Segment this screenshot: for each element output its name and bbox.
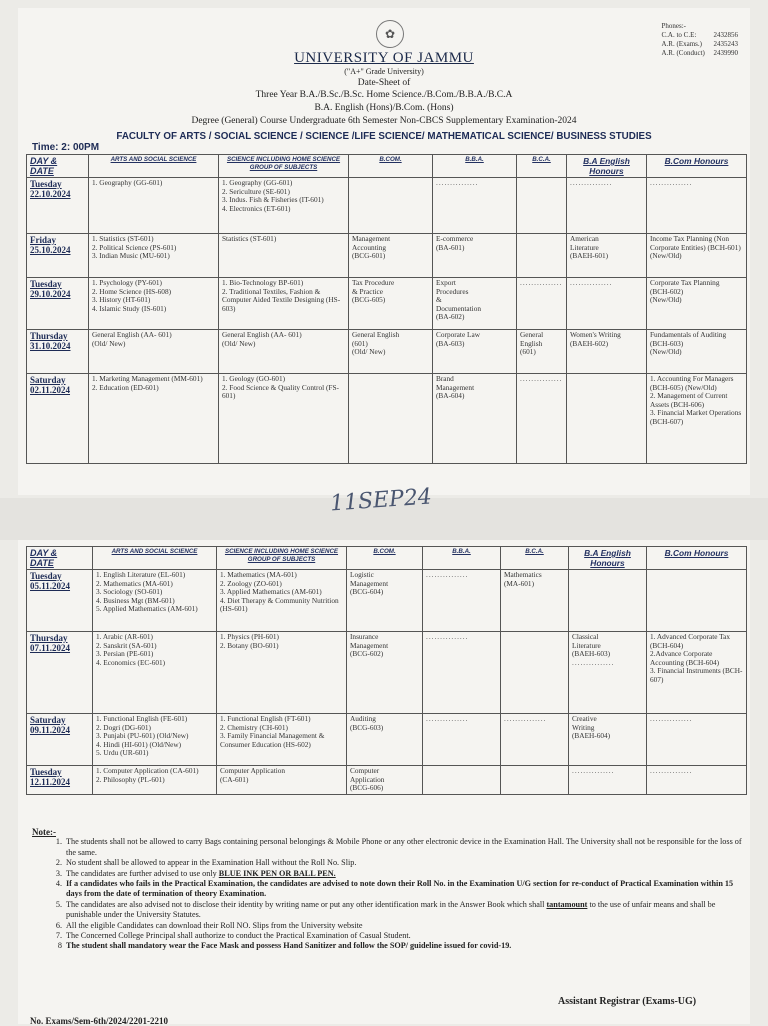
schedule-row	[27, 632, 747, 714]
university-name: UNIVERSITY OF JAMMU	[294, 50, 474, 66]
cell-line: ...............	[426, 632, 469, 641]
col-bca: B.C.A.	[501, 547, 569, 570]
cell-line: 5. Urdu (UR-601)	[96, 748, 149, 758]
cell-bcomh	[647, 714, 747, 766]
datesheet-title: Date-Sheet of	[357, 78, 411, 88]
cell-line: 1. Physics (PH-601)	[220, 632, 279, 641]
cell-line: Writing	[572, 722, 595, 732]
cell-line: Women's Writing	[570, 330, 621, 339]
cell-line: (Old/ New)	[222, 338, 256, 348]
cell-line: (MA-601)	[504, 578, 534, 588]
cell-science	[219, 278, 349, 330]
col-day-date: DAY & DATE	[27, 155, 89, 178]
cell-bca	[517, 178, 567, 234]
datesheet-page-2	[18, 540, 750, 1024]
cell-bcomh	[647, 330, 747, 374]
cell-arts	[93, 632, 217, 714]
note-item	[32, 921, 748, 931]
cell-line: 3. History (HT-601)	[92, 295, 151, 305]
cell-bcom	[347, 570, 423, 632]
cell-line: Literature	[570, 242, 599, 252]
col-bcom-honours: B.Com Honours	[647, 547, 747, 570]
col-bcom-honours: B.Com Honours	[647, 155, 747, 178]
cell-line: General	[520, 330, 544, 339]
cell-bcomh	[647, 374, 747, 464]
cell-science	[219, 178, 349, 234]
cell-arts	[93, 570, 217, 632]
day-date-cell	[27, 766, 93, 795]
cell-bca	[517, 234, 567, 278]
cell-arts	[93, 714, 217, 766]
cell-line: 5. Applied Mathematics (AM-601)	[96, 604, 198, 614]
exam-day: Friday	[30, 235, 56, 245]
schedule-row	[27, 766, 747, 795]
cell-line: (BAEH-602)	[570, 338, 609, 348]
cell-line: Management	[350, 578, 389, 588]
cell-line: &	[436, 295, 442, 305]
col-day-date: DAY & DATE	[27, 547, 93, 570]
exam-day: Tuesday	[30, 279, 62, 289]
cell-line: 3. Family Financial Management & Consumer Education (HS-602)	[220, 731, 325, 749]
cell-line: ...............	[572, 766, 615, 775]
note-item	[32, 869, 748, 879]
cell-line: 2. Chemistry (CH-601)	[220, 722, 288, 732]
cell-line: English	[520, 338, 543, 348]
note-text: The candidates are also advised not to disclose their identity by writing name or put any other identification mark in the Answer Book which shall tantamount to the use of unfair means and shall be punishable under the University Statutes.	[66, 899, 716, 920]
datesheet-table-1	[26, 154, 747, 464]
handwritten-signature-date: 11SEP24	[329, 484, 433, 517]
cell-line: 2. Home Science (HS-608)	[92, 286, 172, 296]
cell-bba	[423, 632, 501, 714]
cell-line: Computer Application	[220, 766, 286, 775]
cell-line: Management	[352, 234, 391, 243]
cell-line: 4. Business Mgt (BM-601)	[96, 595, 175, 605]
cell-bba	[433, 330, 517, 374]
cell-line: 1. Accounting For Managers (BCH-605) (New/Old)	[650, 374, 734, 392]
cell-baeng	[569, 714, 647, 766]
cell-line: American	[570, 234, 599, 243]
exam-day: Saturday	[30, 375, 66, 385]
cell-line: (New/Old)	[650, 295, 682, 305]
cell-line: Auditing	[350, 714, 376, 723]
cell-line: 3. Financial Instruments (BCH-607)	[650, 666, 743, 684]
cell-science	[219, 330, 349, 374]
cell-line: ...............	[504, 714, 547, 723]
note-item	[32, 900, 748, 921]
cell-line: (BCG-606)	[350, 783, 384, 793]
cell-line: (BA-604)	[436, 391, 465, 401]
honours-line: B.A. English (Hons)/B.Com. (Hons)	[314, 103, 454, 113]
cell-line: 2. Philosophy (PL-601)	[96, 774, 165, 784]
note-number: 2.	[55, 858, 62, 868]
phone-row: A.R. (Conduct) 2439990	[661, 49, 738, 57]
cell-line: 1. Functional English (FE-601)	[96, 714, 188, 723]
day-date-cell	[27, 714, 93, 766]
note-item	[32, 931, 748, 941]
cell-line: (New/Old)	[650, 347, 682, 357]
cell-line: 2. Zoology (ZO-601)	[220, 578, 282, 588]
schedule-row	[27, 714, 747, 766]
cell-arts	[89, 234, 219, 278]
cell-line: (BAEH-603)	[572, 649, 611, 659]
exam-date: 07.11.2024	[30, 643, 71, 653]
cell-line: 1. Advanced Corporate Tax (BCH-604)	[650, 632, 731, 650]
cell-bcom	[349, 330, 433, 374]
cell-bcom	[349, 178, 433, 234]
schedule-row	[27, 330, 747, 374]
cell-line: 1. Statistics (ST-601)	[92, 234, 154, 243]
cell-line: 4. Hindi (HI-601) (Old/New)	[96, 739, 182, 749]
cell-bba	[433, 374, 517, 464]
cell-line: ...............	[520, 374, 563, 383]
phone-row: A.R. (Exams.) 2435243	[661, 40, 738, 48]
cell-baeng	[567, 278, 647, 330]
cell-bca	[517, 374, 567, 464]
cell-line: 1. Geology (GO-601)	[222, 374, 286, 383]
phone-row: C.A. to C.E: 2432856	[661, 31, 738, 39]
exam-day: Saturday	[30, 715, 66, 725]
exam-day: Tuesday	[30, 767, 62, 777]
cell-line: Creative	[572, 714, 597, 723]
cell-science	[219, 374, 349, 464]
assistant-registrar-signature: Assistant Registrar (Exams-UG)	[558, 996, 697, 1007]
table-header	[27, 155, 747, 178]
cell-line: ...............	[426, 714, 469, 723]
cell-line: ...............	[650, 766, 693, 775]
cell-line: 1. Psychology (PY-601)	[92, 278, 162, 287]
cell-science	[219, 234, 349, 278]
cell-line: 3. Applied Mathematics (AM-601)	[220, 587, 322, 597]
note-text: The Concerned College Principal shall authorize to conduct the Practical Examination of Casual Student.	[66, 931, 411, 941]
exam-date: 25.10.2024	[30, 245, 71, 255]
cell-line: (BA-602)	[436, 312, 465, 322]
cell-line: (BCG-602)	[350, 649, 384, 659]
cell-line: Logistic	[350, 570, 374, 579]
cell-bba	[433, 278, 517, 330]
cell-line: 2. Political Science (PS-601)	[92, 242, 177, 252]
university-crest-icon: ✿	[376, 20, 404, 48]
day-date-cell	[27, 570, 93, 632]
col-ba-english-honours: B.A English Honours	[567, 155, 647, 178]
cell-line: (601)	[352, 338, 368, 348]
exam-line: Degree (General) Course Undergraduate 6th Semester Non-CBCS Supplementary Examination-2024	[191, 116, 577, 126]
note-number: 5.	[55, 899, 62, 909]
day-date-cell	[27, 278, 89, 330]
cell-line: 2. Food Science & Quality Control (FS-601)	[222, 382, 339, 401]
courses-line: Three Year B.A./B.Sc./B.Sc. Home Science./B.Com./B.B.A./B.C.A	[255, 90, 513, 100]
cell-bba	[433, 234, 517, 278]
faculty-line: FACULTY OF ARTS / SOCIAL SCIENCE / SCIENCE /LIFE SCIENCE/ MATHEMATICAL SCIENCE/ BUSINESS STUDIES	[116, 131, 652, 142]
cell-bca	[517, 278, 567, 330]
cell-baeng	[567, 178, 647, 234]
cell-line: 1. Bio-Technology BP-601)	[222, 278, 304, 287]
cell-line: Brand	[436, 374, 454, 383]
cell-line: 1. Computer Application (CA-601)	[96, 766, 199, 775]
cell-bcomh	[647, 632, 747, 714]
cell-line: Management	[350, 640, 389, 650]
note-item	[32, 879, 748, 900]
cell-line: General English (AA- 601)	[222, 330, 302, 339]
schedule-row	[27, 278, 747, 330]
cell-line: Insurance	[350, 632, 379, 641]
cell-baeng	[567, 330, 647, 374]
exam-day: Thursday	[30, 633, 68, 643]
cell-line: (BCG-604)	[350, 587, 384, 597]
cell-line: 1. Functional English (FT-601)	[220, 714, 311, 723]
cell-line: & Practice	[352, 286, 383, 296]
cell-bcomh	[647, 178, 747, 234]
note-number: 8	[57, 941, 62, 951]
cell-line: (BCG-603)	[350, 722, 384, 732]
cell-line: Fundamentals of Auditing	[650, 330, 727, 339]
exam-date: 02.11.2024	[30, 385, 71, 395]
datesheet-page-1	[18, 8, 750, 495]
cell-line: (Old/ New)	[92, 338, 126, 348]
cell-line: Corporate Law	[436, 330, 480, 339]
cell-line: (CA-601)	[220, 774, 249, 784]
cell-bba	[423, 766, 501, 795]
note-item	[32, 837, 748, 858]
cell-bca	[501, 766, 569, 795]
cell-bca	[501, 632, 569, 714]
note-item	[32, 858, 748, 868]
day-date-cell	[27, 234, 89, 278]
col-bcom: B.COM.	[349, 155, 433, 178]
notes-section	[32, 827, 748, 952]
cell-line: Tax Procedure	[352, 278, 395, 287]
cell-line: ...............	[650, 714, 693, 723]
datesheet-table-2	[26, 546, 747, 795]
cell-line: ...............	[436, 178, 479, 187]
note-number: 7.	[55, 931, 62, 941]
cell-line: 2. Traditional Textiles, Fashion & Computer Aided Textile Designing (HS-603)	[222, 286, 341, 313]
cell-line: (BCG-601)	[352, 251, 386, 261]
col-bba: B.B.A.	[433, 155, 517, 178]
cell-line: Classical	[572, 632, 599, 641]
note-number: 3.	[55, 868, 62, 878]
cell-line: Accounting	[352, 242, 387, 252]
col-bca: B.C.A.	[517, 155, 567, 178]
grade-line: ("A+" Grade University)	[344, 67, 424, 76]
exam-time: Time: 2: 00PM	[32, 142, 100, 153]
col-arts: ARTS AND SOCIAL SCIENCE	[89, 155, 219, 178]
cell-line: Export	[436, 278, 456, 287]
cell-bca	[501, 714, 569, 766]
cell-line: (BA-603)	[436, 338, 465, 348]
cell-line: (BAEH-604)	[572, 731, 611, 741]
exam-date: 29.10.2024	[30, 289, 71, 299]
cell-line: 4. Economics (EC-601)	[96, 657, 166, 667]
exam-day: Tuesday	[30, 179, 62, 189]
cell-bca	[501, 570, 569, 632]
cell-bcomh	[647, 766, 747, 795]
cell-line: 4. Islamic Study (IS-601)	[92, 303, 167, 313]
cell-line: 2. Dogri (DG-601)	[96, 722, 151, 732]
cell-line: 2. Education (ED-601)	[92, 382, 159, 392]
cell-baeng	[567, 374, 647, 464]
schedule-row	[27, 570, 747, 632]
cell-arts	[89, 178, 219, 234]
cell-line: 3. Persian (PE-601)	[96, 649, 154, 659]
exam-date: 09.11.2024	[30, 725, 71, 735]
cell-line: 1. Geography (GG-601)	[222, 178, 293, 187]
cell-line: 1. Geography (GG-601)	[92, 178, 163, 187]
cell-line: Literature	[572, 640, 601, 650]
cell-bcom	[349, 374, 433, 464]
cell-line: ...............	[570, 178, 613, 187]
cell-line: 3. Sociology (SO-601)	[96, 587, 163, 597]
cell-line: 2. Management of Current Assets (BCH-606)	[650, 391, 728, 409]
cell-line: (New/Old)	[650, 251, 682, 261]
cell-line: ...............	[650, 178, 693, 187]
cell-line: General English	[352, 330, 400, 339]
col-science: SCIENCE INCLUDING HOME SCIENCE GROUP OF SUBJECTS	[217, 547, 347, 570]
schedule-row	[27, 234, 747, 278]
col-ba-english-honours: B.A English Honours	[569, 547, 647, 570]
cell-baeng	[569, 570, 647, 632]
cell-bca	[517, 330, 567, 374]
cell-line: 3. Punjabi (PU-601) (Old/New)	[96, 731, 189, 741]
cell-line: 2. Sericulture (SE-601)	[222, 186, 290, 196]
cell-baeng	[569, 632, 647, 714]
cell-line: ...............	[426, 570, 469, 579]
cell-science	[217, 714, 347, 766]
cell-arts	[93, 766, 217, 795]
cell-line: Mathematics	[504, 570, 542, 579]
exam-day: Thursday	[30, 331, 68, 341]
note-text: No student shall be allowed to appear in the Examination Hall without the Roll No. Slip.	[66, 858, 357, 868]
cell-line: Income Tax Planning (Non Corporate Entities) (BCH-601)	[650, 234, 741, 252]
cell-bcomh	[647, 234, 747, 278]
day-date-cell	[27, 374, 89, 464]
note-text: If a candidates who fails in the Practical Examination, the candidates are advised to note down their Roll No. in the Examination U/G section for re-conduct of Practical Examination within 15 days from the date of termination of theory Examination.	[66, 879, 734, 899]
note-number: 1.	[55, 837, 62, 847]
note-text: The student shall mandatory wear the Face Mask and possess Hand Sanitizer and follow the SOP/ guideline issued for covid-19.	[66, 941, 512, 951]
cell-line: 2. Mathematics (MA-601)	[96, 578, 173, 588]
cell-line: Procedures	[436, 286, 469, 296]
note-text: The candidates are further advised to use only BLUE INK PEN OR BALL PEN.	[66, 868, 336, 878]
cell-line: 1. Arabic (AR-601)	[96, 632, 153, 641]
cell-science	[217, 766, 347, 795]
col-bcom: B.COM.	[347, 547, 423, 570]
cell-line: (BA-601)	[436, 242, 465, 252]
cell-line: E-commerce	[436, 234, 474, 243]
cell-line: 2.Advance Corporate Accounting (BCH-604)	[650, 649, 720, 667]
cell-line: (BCG-605)	[352, 295, 386, 305]
exam-day: Tuesday	[30, 571, 62, 581]
cell-bcom	[349, 278, 433, 330]
cell-line: Application	[350, 774, 385, 784]
cell-arts	[89, 278, 219, 330]
cell-bcom	[347, 632, 423, 714]
cell-bcomh	[647, 278, 747, 330]
schedule-row	[27, 374, 747, 464]
col-arts: ARTS AND SOCIAL SCIENCE	[93, 547, 217, 570]
note-number: 4.	[55, 879, 62, 889]
cell-bcom	[347, 766, 423, 795]
cell-line: (601)	[520, 347, 536, 357]
cell-line: General English (AA- 601)	[92, 330, 172, 339]
cell-bba	[423, 570, 501, 632]
note-text: All the eligible Candidates can download their Roll NO. Slips from the University website	[66, 920, 363, 930]
cell-baeng	[567, 234, 647, 278]
col-science: SCIENCE INCLUDING HOME SCIENCE GROUP OF SUBJECTS	[219, 155, 349, 178]
cell-line: 2. Botany (BO-601)	[220, 640, 279, 650]
cell-line: 4. Diet Therapy & Community Nutrition (HS-601)	[220, 595, 339, 614]
cell-line: (Old/ New)	[352, 347, 386, 357]
cell-line: ...............	[572, 657, 615, 667]
exam-date: 22.10.2024	[30, 189, 71, 199]
cell-line: 2. Sanskrit (SA-601)	[96, 640, 157, 650]
exam-date: 12.11.2024	[30, 777, 71, 787]
cell-bcomh	[647, 570, 747, 632]
cell-bcom	[347, 714, 423, 766]
cell-bba	[433, 178, 517, 234]
cell-line: ...............	[570, 278, 613, 287]
exam-date: 05.11.2024	[30, 581, 71, 591]
cell-line: 4. Electronics (ET-601)	[222, 203, 291, 213]
schedule-row	[27, 178, 747, 234]
cell-baeng	[569, 766, 647, 795]
day-date-cell	[27, 330, 89, 374]
cell-bba	[423, 714, 501, 766]
cell-line: (BCH-603)	[650, 338, 684, 348]
cell-arts	[89, 330, 219, 374]
cell-line: 1. Mathematics (MA-601)	[220, 570, 297, 579]
cell-line: Documentation	[436, 303, 481, 313]
cell-line: 1. Marketing Management (MM-601)	[92, 374, 203, 383]
exam-date: 31.10.2024	[30, 341, 71, 351]
phones-heading: Phones:-	[661, 22, 686, 30]
cell-line: ...............	[520, 278, 563, 287]
day-date-cell	[27, 178, 89, 234]
cell-line: 3. Indus. Fish & Fisheries (IT-601)	[222, 195, 324, 205]
reference-number: No. Exams/Sem-6th/2024/2201-2210	[30, 1016, 168, 1026]
day-date-cell	[27, 632, 93, 714]
cell-line: Statistics (ST-601)	[222, 234, 277, 243]
cell-bcom	[349, 234, 433, 278]
cell-line: Corporate Tax Planning	[650, 278, 720, 287]
cell-science	[217, 632, 347, 714]
cell-line: 3. Indian Music (MU-601)	[92, 251, 170, 261]
note-item	[32, 941, 748, 951]
cell-line: (BCH-602)	[650, 286, 684, 296]
cell-line: (BAEH-601)	[570, 251, 609, 261]
cell-line: 3. Financial Market Operations (BCH-607)	[650, 408, 742, 426]
table-header	[27, 547, 747, 570]
note-text: The students shall not be allowed to carry Bags containing personal belongings & Mobile Phone or any other electronic device in the Examination Hall. The University shall not be responsible for the loss of the same.	[66, 837, 742, 857]
cell-line: Management	[436, 382, 475, 392]
note-number: 6.	[55, 920, 62, 930]
cell-science	[217, 570, 347, 632]
cell-line: Computer	[350, 766, 380, 775]
cell-arts	[89, 374, 219, 464]
cell-line: 1. English Literature (EL-601)	[96, 570, 186, 579]
notes-title: Note:-	[32, 827, 56, 837]
col-bba: B.B.A.	[423, 547, 501, 570]
